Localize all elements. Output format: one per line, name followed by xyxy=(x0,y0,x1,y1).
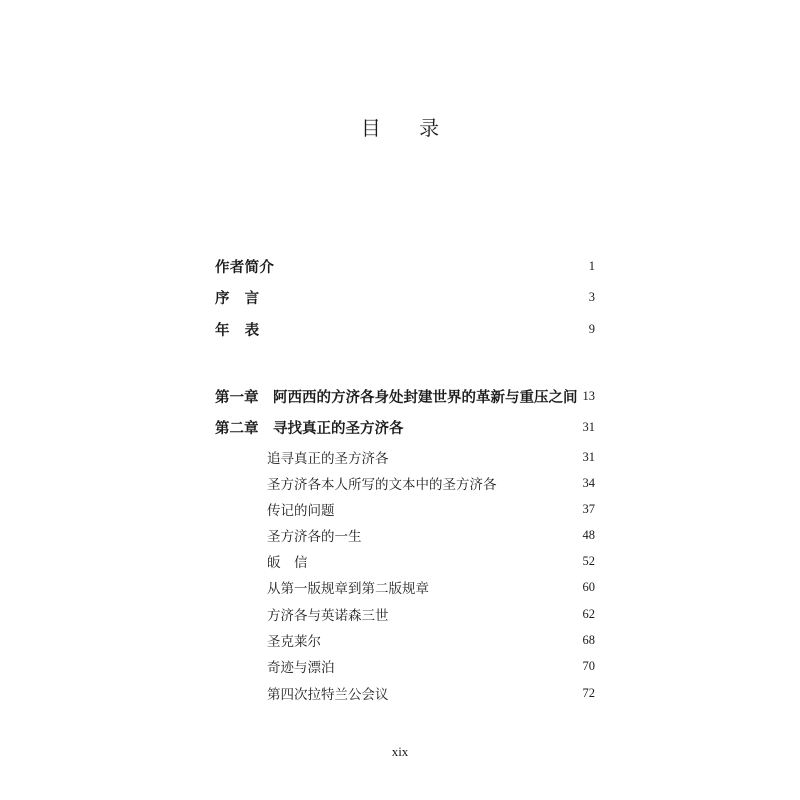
toc-entry-section[interactable] xyxy=(215,550,595,572)
toc-entry-section[interactable] xyxy=(215,603,595,625)
toc-entry-section[interactable] xyxy=(215,472,595,494)
toc-entry-page: 60 xyxy=(582,579,595,594)
toc-entry-page: 31 xyxy=(582,449,595,464)
toc-entry-label: 方济各与英诺森三世 xyxy=(267,608,389,624)
toc-entry-page: 13 xyxy=(582,388,595,403)
toc-entry-page: 34 xyxy=(582,475,595,490)
toc-entry-page: 62 xyxy=(582,606,595,621)
toc-entry-section[interactable] xyxy=(215,498,595,520)
toc-entry-chronology[interactable] xyxy=(215,318,595,340)
toc-entry-page: 72 xyxy=(582,685,595,700)
toc-entry-page: 52 xyxy=(582,553,595,568)
toc-entry-label: 圣方济各的一生 xyxy=(267,529,362,545)
toc-entry-section[interactable] xyxy=(215,655,595,677)
toc-entry-label: 第二章 寻找真正的圣方济各 xyxy=(215,420,404,437)
toc-entry-author-bio[interactable] xyxy=(215,255,595,277)
toc-entry-page: 70 xyxy=(582,658,595,673)
toc-entry-label: 作者简介 xyxy=(215,259,275,276)
toc-entry-label: 奇迹与漂泊 xyxy=(267,660,335,676)
toc-entry-chapter-1[interactable] xyxy=(215,385,595,407)
toc-entry-label: 皈 信 xyxy=(267,555,308,571)
toc-entry-section[interactable] xyxy=(215,524,595,546)
toc-entry-page: 37 xyxy=(582,501,595,516)
toc-entry-label: 传记的问题 xyxy=(267,503,335,519)
toc-entry-chapter-2[interactable] xyxy=(215,416,595,438)
toc-entry-label: 第一章 阿西西的方济各身处封建世界的革新与重压之间 xyxy=(215,389,578,406)
toc-entry-label: 第四次拉特兰公会议 xyxy=(267,687,389,703)
toc-entry-page: 68 xyxy=(582,632,595,647)
toc-entry-label: 年 表 xyxy=(215,322,260,339)
toc-entry-label: 从第一版规章到第二版规章 xyxy=(267,581,429,597)
toc-entry-section[interactable] xyxy=(215,629,595,651)
toc-entry-page: 9 xyxy=(588,321,595,336)
toc-entry-label: 追寻真正的圣方济各 xyxy=(267,451,389,467)
toc-entry-page: 48 xyxy=(582,527,595,542)
toc-entry-label: 序 言 xyxy=(215,290,260,307)
toc-entry-page: 1 xyxy=(588,258,595,273)
toc-entry-label: 圣方济各本人所写的文本中的圣方济各 xyxy=(267,477,497,493)
toc-entry-section[interactable] xyxy=(215,446,595,468)
toc-entry-label: 圣克莱尔 xyxy=(267,634,321,650)
page-title: 目 录 xyxy=(360,116,456,140)
toc-entry-section[interactable] xyxy=(215,576,595,598)
toc-entry-page: 3 xyxy=(588,289,595,304)
page-number: xix xyxy=(391,744,409,759)
toc-entry-preface[interactable] xyxy=(215,286,595,308)
toc-entry-section[interactable] xyxy=(215,682,595,704)
toc-entry-page: 31 xyxy=(582,419,595,434)
